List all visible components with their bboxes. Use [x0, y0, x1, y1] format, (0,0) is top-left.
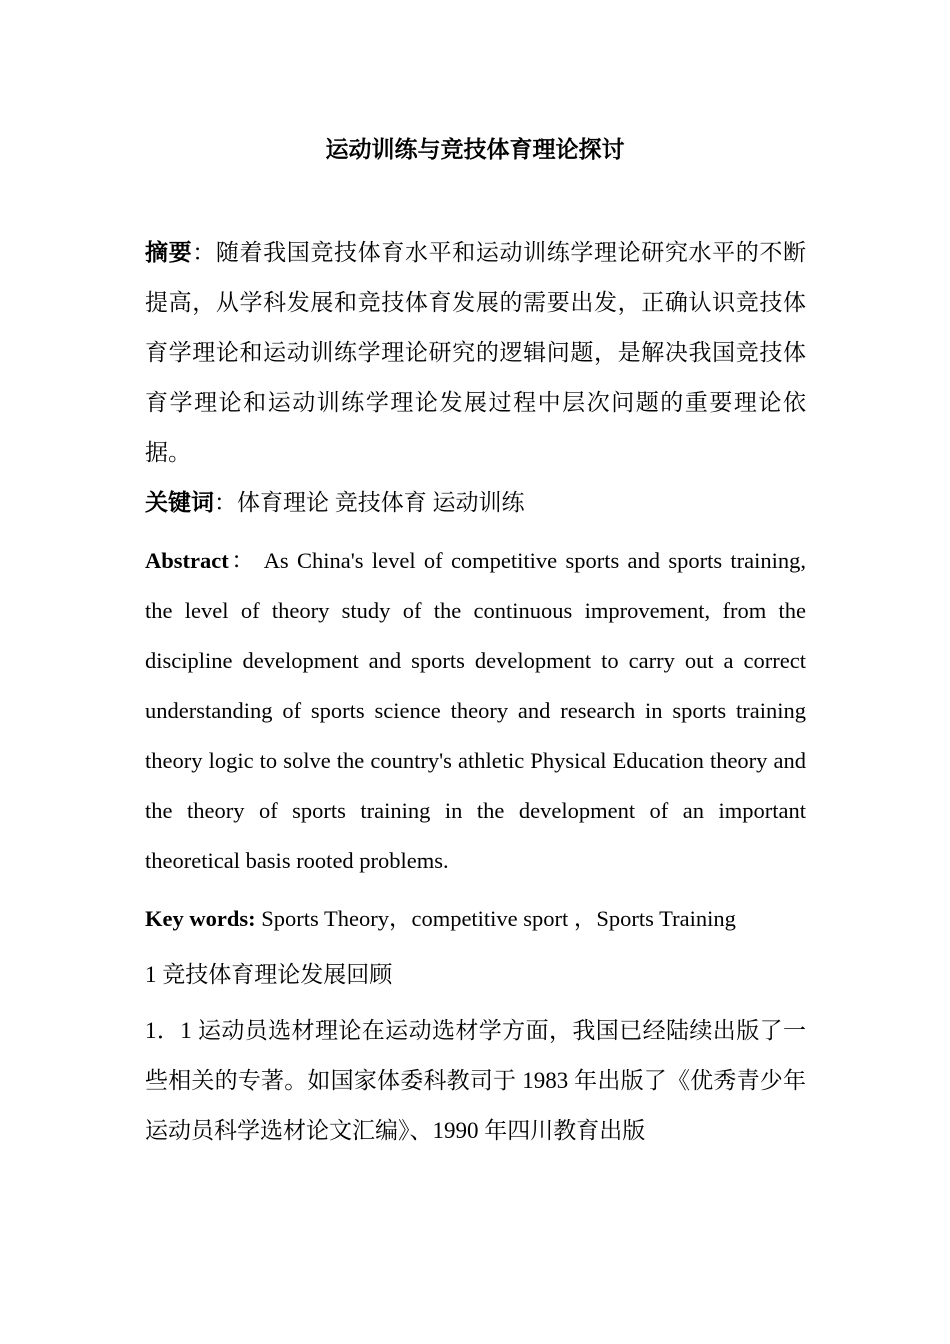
keywords-english — [145, 894, 806, 944]
keywords-chinese-text: 体育理论 竞技体育 运动训练 — [237, 490, 525, 515]
abstract-english-text: As China's level of competitive sports and sports training, the level of theory study of the continuous improvement, from the discipline development and sports development to carry out a correct understanding of sports science theory and research in sports training theory logic to solve the country's athletic Physical Education theory and the theory of sports training in the development of an important theoretical basis rooted problems. — [145, 548, 806, 873]
abstract-english — [145, 536, 806, 886]
keywords-english-text: Sports Theory，competitive sport ，Sports Training — [261, 906, 736, 931]
keywords-chinese — [145, 478, 806, 528]
keywords-english-label: Key words — [145, 906, 249, 931]
abstract-chinese-label: 摘要 — [145, 240, 193, 265]
abstract-chinese-text: 随着我国竞技体育水平和运动训练学理论研究水平的不断提高，从学科发展和竞技体育发展的需要出发，正确认识竞技体育学理论和运动训练学理论研究的逻辑问题，是解决我国竞技体育学理论和运动训练学理论发展过程中层次问题的重要理论依据。 — [145, 240, 807, 465]
keywords-chinese-separator: ： — [214, 490, 237, 515]
abstract-english-separator: ： — [228, 548, 257, 573]
section-1-paragraph: 1．1 运动员选材理论在运动选材学方面，我国已经陆续出版了一些相关的专著。如国家体委科教司于 1983 年出版了《优秀青少年运动员科学选材论文汇编》、1990 年四川教育出版 — [145, 1018, 806, 1143]
section-1-heading: 1 竞技体育理论发展回顾 — [145, 962, 393, 987]
document-title: 运动训练与竞技体育理论探讨 — [325, 137, 625, 162]
abstract-chinese-separator: ： — [192, 240, 216, 265]
abstract-english-label: Abstract — [145, 548, 229, 573]
document-body — [145, 228, 806, 1156]
keywords-english-separator: : — [248, 906, 256, 931]
abstract-chinese — [145, 228, 806, 478]
keywords-chinese-label: 关键词 — [145, 490, 214, 515]
